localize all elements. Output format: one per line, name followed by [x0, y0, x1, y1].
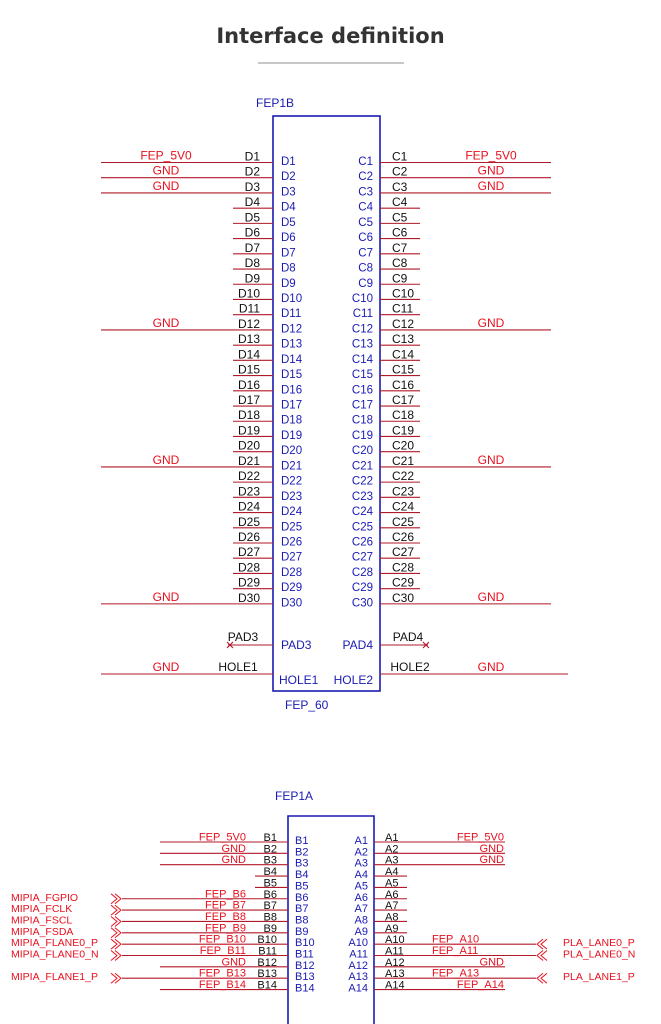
fep1a-pin-B9-number: B9	[263, 922, 277, 935]
fep1a-pin-B7-name: B7	[295, 903, 309, 916]
fep1a-pin-B9-name: B9	[295, 925, 309, 938]
fep1a-net-label-B3: GND	[221, 854, 246, 867]
fep1b-pin-C5-number: C5	[392, 210, 408, 225]
fep1b-net-label-C12: GND	[477, 315, 505, 330]
fep1b-hole1-name: HOLE1	[279, 673, 319, 687]
fep1b-pin-D20-name: D20	[281, 445, 303, 458]
fep1b-pin-C12-name: C12	[351, 323, 373, 336]
fep1a-pin-B10-name: B10	[295, 937, 315, 950]
fep1b-pad4-number: PAD4	[392, 630, 424, 644]
fep1a-port-arrow-B6	[111, 894, 121, 904]
fep1b-pin-D10-name: D10	[281, 292, 303, 305]
fep1a-net-label-B2: GND	[221, 842, 246, 855]
fep1a-net-label-A11: FEP_A11	[432, 945, 479, 957]
fep1b-pin-C17-name: C17	[351, 399, 373, 412]
fep1b-pin-D26-number: D26	[237, 530, 260, 544]
fep1b-pin-C23-number: C23	[392, 484, 415, 499]
connector-fep1a-schematic	[0, 770, 661, 1024]
fep1b-pin-C24-number: C24	[392, 499, 415, 514]
fep1b-pin-D21-number: D21	[237, 453, 260, 468]
fep1b-pin-D2-name: D2	[281, 171, 296, 184]
fep1b-pin-C25-name: C25	[351, 521, 373, 534]
fep1a-net-label-B8: FEP_B8	[205, 910, 246, 923]
fep1b-hole2-net-label: GND	[477, 660, 505, 674]
fep1b-pin-D8-number: D8	[244, 256, 260, 271]
fep1a-pin-B2-name: B2	[295, 846, 309, 859]
fep1a-pin-A8-name: A8	[354, 914, 368, 927]
fep1b-pin-D17-number: D17	[237, 393, 260, 408]
fep1b-pin-D13-name: D13	[281, 338, 303, 351]
fep1b-pin-D17-name: D17	[281, 399, 303, 412]
fep1b-pin-D7-name: D7	[281, 247, 296, 260]
fep1b-pin-C21-number: C21	[392, 453, 415, 468]
fep1b-pin-C9-number: C9	[392, 271, 408, 286]
fep1b-pin-D23-number: D23	[237, 484, 260, 499]
fep1a-pin-B12-name: B12	[295, 959, 315, 972]
fep1b-pin-C12-number: C12	[392, 316, 415, 331]
fep1b-pin-C3-name: C3	[358, 186, 373, 199]
fep1b-pin-D20-number: D20	[237, 438, 260, 453]
fep1a-port-arrow-B13	[111, 973, 121, 983]
fep1a-port-label-B8: MIPIA_FSCL	[11, 914, 73, 927]
fep1b-pin-C22-name: C22	[351, 475, 373, 488]
fep1b-pin-C30-number: C30	[392, 590, 415, 605]
fep1b-pin-C14-name: C14	[351, 353, 373, 366]
fep1b-net-label-C1: FEP_5V0	[465, 148, 517, 163]
fep1a-pin-A9-name: A9	[354, 925, 368, 938]
fep1a-port-label-B9: MIPIA_FSDA	[11, 925, 74, 938]
fep1b-hole2-number: HOLE2	[390, 660, 430, 674]
fep1b-pin-D1-number: D1	[244, 149, 260, 164]
fep1b-pin-D28-name: D28	[281, 566, 303, 579]
fep1b-pin-C23-name: C23	[351, 490, 373, 503]
fep1b-pin-C14-number: C14	[392, 347, 415, 362]
fep1b-pin-D27-name: D27	[281, 551, 303, 564]
fep1a-port-label-B13: MIPIA_FLANE1_P	[11, 971, 98, 984]
fep1b-pin-C27-number: C27	[392, 545, 415, 560]
fep1a-pin-B6-number: B6	[263, 888, 277, 901]
fep1a-pin-B2-number: B2	[263, 843, 277, 856]
fep1b-pin-D13-number: D13	[237, 332, 260, 347]
fep1b-pin-C13-number: C13	[392, 332, 415, 347]
fep1b-pin-D19-number: D19	[237, 423, 260, 438]
fep1b-pin-D5-number: D5	[244, 210, 260, 225]
fep1a-port-arrow-A11	[537, 951, 547, 961]
fep1a-pin-A5-name: A5	[354, 880, 368, 893]
fep1a-port-label-A11: PLA_LANE0_N	[563, 948, 636, 961]
fep1a-net-label-A12: GND	[479, 956, 504, 969]
fep1b-pin-C26-number: C26	[392, 530, 415, 544]
fep1b-pin-D4-name: D4	[281, 201, 296, 214]
fep1a-pin-A11-name: A11	[349, 948, 368, 961]
fep1b-pin-C3-number: C3	[392, 179, 408, 194]
fep1b-pin-D23-name: D23	[281, 490, 303, 503]
fep1b-pin-C8-number: C8	[392, 256, 408, 271]
fep1b-pin-C30-name: C30	[351, 597, 373, 610]
fep1b-pin-C18-name: C18	[351, 414, 373, 427]
fep1b-pin-D10-number: D10	[237, 286, 260, 301]
fep1a-port-arrow-B7	[111, 905, 121, 915]
fep1b-pin-D8-name: D8	[281, 262, 296, 275]
fep1a-pin-B8-number: B8	[263, 911, 277, 924]
fep1a-pin-A2-number: A2	[385, 843, 399, 856]
fep1a-pin-A3-number: A3	[385, 854, 399, 867]
fep1b-pin-C17-number: C17	[392, 393, 415, 408]
fep1b-pin-D24-number: D24	[237, 499, 260, 514]
fep1b-pin-D16-number: D16	[237, 377, 260, 392]
fep1b-net-label-D12: GND	[152, 315, 180, 330]
fep1b-pin-C10-name: C10	[351, 292, 373, 305]
fep1a-port-label-A13: PLA_LANE1_P	[563, 971, 635, 984]
fep1b-pin-D16-name: D16	[281, 384, 303, 397]
fep1b-net-label-C3: GND	[477, 178, 505, 193]
fep1a-net-label-B14: FEP_B14	[198, 979, 246, 992]
fep1a-net-label-A2: GND	[479, 842, 504, 855]
fep1a-pin-B7-number: B7	[263, 900, 277, 913]
fep1a-net-label-A1: FEP_5V0	[456, 831, 504, 844]
fep1b-pin-D3-name: D3	[281, 186, 296, 199]
fep1b-pin-D21-name: D21	[281, 460, 303, 473]
fep1b-pin-C7-number: C7	[392, 240, 408, 255]
fep1b-pin-C2-number: C2	[392, 164, 408, 179]
fep1a-pin-A14-number: A14	[385, 979, 405, 992]
fep1b-net-label-D3: GND	[152, 178, 180, 193]
fep1b-pin-D25-name: D25	[281, 521, 303, 534]
fep1b-pin-C5-name: C5	[358, 216, 373, 229]
fep1b-net-label-C30: GND	[477, 589, 505, 604]
fep1b-pin-C18-number: C18	[392, 408, 415, 423]
fep1a-pin-A2-name: A2	[354, 846, 368, 859]
fep1b-pin-C13-name: C13	[351, 338, 373, 351]
fep1b-pin-D11-number: D11	[238, 301, 260, 316]
fep1a-net-label-A3: GND	[479, 854, 504, 867]
fep1a-port-label-B10: MIPIA_FLANE0_P	[11, 937, 98, 950]
fep1b-pin-D15-number: D15	[237, 362, 260, 377]
fep1a-net-label-B7: FEP_B7	[205, 899, 246, 912]
fep1a-pin-A14-name: A14	[348, 982, 368, 995]
fep1b-pin-C10-number: C10	[392, 286, 415, 301]
fep1a-pin-B1-name: B1	[295, 835, 309, 847]
fep1b-pin-C16-number: C16	[392, 377, 415, 392]
fep1a-pin-B5-number: B5	[263, 877, 277, 890]
fep1b-pin-D9-number: D9	[244, 271, 260, 286]
fep1b-pad3-number: PAD3	[227, 630, 259, 644]
fep1a-pin-A6-number: A6	[385, 888, 399, 901]
fep1a-port-arrow-B9	[111, 928, 121, 938]
fep1b-pin-D3-number: D3	[244, 179, 260, 194]
fep1a-pin-A12-number: A12	[385, 956, 405, 969]
fep1a-pin-A10-number: A10	[385, 934, 405, 947]
fep1a-net-label-B12: GND	[221, 956, 246, 969]
fep1a-port-arrow-B10	[111, 939, 121, 949]
fep1b-pin-C29-name: C29	[351, 582, 373, 595]
fep1b-pin-D22-number: D22	[237, 469, 260, 484]
fep1b-pin-C29-number: C29	[392, 575, 415, 590]
fep1b-pin-C1-name: C1	[358, 156, 373, 168]
fep1b-pin-C9-name: C9	[358, 277, 373, 290]
fep1b-pin-D15-name: D15	[281, 369, 303, 382]
fep1b-pin-D19-name: D19	[281, 429, 303, 442]
fep1a-pin-B5-name: B5	[295, 880, 309, 893]
fep1a-pin-B4-number: B4	[263, 866, 277, 879]
fep1b-net-label-D30: GND	[152, 589, 180, 604]
fep1b-pin-C7-name: C7	[358, 247, 373, 260]
fep1a-pin-A9-number: A9	[385, 922, 399, 935]
fep1a-pin-B6-name: B6	[295, 891, 309, 904]
fep1b-pin-C15-name: C15	[351, 369, 373, 382]
fep1b-pin-D6-name: D6	[281, 232, 296, 245]
fep1a-port-label-B11: MIPIA_FLANE0_N	[11, 948, 99, 961]
fep1b-pin-D12-name: D12	[281, 323, 303, 336]
fep1b-net-label-D21: GND	[152, 452, 180, 467]
fep1b-value: FEP_60	[285, 698, 329, 712]
fep1a-pin-A7-name: A7	[354, 903, 368, 916]
fep1b-hole1-net-label: GND	[152, 660, 180, 674]
fep1a-pin-B1-number: B1	[263, 832, 277, 844]
fep1b-pin-D11-name: D11	[281, 308, 302, 321]
fep1b-pin-D30-number: D30	[237, 590, 260, 605]
fep1b-pin-C11-number: C11	[392, 301, 414, 316]
fep1b-pin-D12-number: D12	[237, 316, 260, 331]
fep1a-pin-A10-name: A10	[348, 937, 368, 950]
fep1b-pin-D4-number: D4	[244, 195, 260, 210]
fep1a-pin-B3-name: B3	[295, 857, 309, 870]
fep1b-pin-D18-number: D18	[237, 408, 260, 423]
fep1b-pin-D7-number: D7	[244, 240, 260, 255]
fep1a-pin-B10-number: B10	[257, 934, 277, 947]
fep1a-pin-B13-name: B13	[295, 971, 315, 984]
fep1a-pin-A4-name: A4	[354, 869, 368, 882]
fep1b-pin-C16-name: C16	[351, 384, 373, 397]
fep1b-pin-C2-name: C2	[358, 171, 373, 184]
fep1a-pin-A12-name: A12	[348, 959, 368, 972]
fep1a-pin-B8-name: B8	[295, 914, 309, 927]
fep1b-pin-C4-name: C4	[358, 201, 373, 214]
fep1b-pin-C28-name: C28	[351, 566, 373, 579]
fep1b-pin-C4-number: C4	[392, 195, 408, 210]
fep1b-pin-C27-name: C27	[351, 551, 373, 564]
fep1a-pin-A1-number: A1	[385, 832, 399, 844]
fep1b-pin-D27-number: D27	[237, 545, 260, 560]
fep1b-pin-C28-number: C28	[392, 560, 415, 575]
fep1b-pin-C19-name: C19	[351, 429, 373, 442]
fep1a-pin-A11-number: A11	[385, 945, 404, 958]
fep1b-pin-D18-name: D18	[281, 414, 303, 427]
fep1b-pin-D5-name: D5	[281, 216, 296, 229]
fep1a-pin-B13-number: B13	[257, 968, 277, 981]
fep1b-pin-C22-number: C22	[392, 469, 415, 484]
fep1a-pin-A5-number: A5	[385, 877, 399, 890]
fep1a-pin-B11-number: B11	[258, 945, 277, 958]
fep1a-port-arrow-A10	[537, 939, 547, 949]
page-title: Interface definition	[216, 24, 445, 48]
fep1b-pin-C20-name: C20	[351, 445, 373, 458]
fep1b-pin-D14-name: D14	[281, 353, 303, 366]
fep1a-net-label-B11: FEP_B11	[199, 945, 246, 957]
fep1a-pin-A6-name: A6	[354, 891, 368, 904]
fep1a-pin-B12-number: B12	[257, 956, 277, 969]
fep1a-net-label-A10: FEP_A10	[432, 933, 480, 946]
fep1a-net-label-B6: FEP_B6	[205, 888, 246, 901]
fep1b-pin-C21-name: C21	[351, 460, 373, 473]
fep1b-pin-C19-number: C19	[392, 423, 415, 438]
fep1b-pin-D24-name: D24	[281, 506, 303, 519]
fep1a-pin-A13-number: A13	[385, 968, 405, 981]
fep1b-pin-D22-name: D22	[281, 475, 303, 488]
fep1b-hole2-name: HOLE2	[333, 673, 373, 687]
fep1b-refdes: FEP1B	[256, 96, 295, 110]
fep1a-pin-A8-number: A8	[385, 911, 399, 924]
fep1b-net-label-C21: GND	[477, 452, 505, 467]
fep1b-pin-D9-name: D9	[281, 277, 296, 290]
fep1a-net-label-B1: FEP_5V0	[198, 831, 246, 844]
fep1a-port-label-A10: PLA_LANE0_P	[563, 937, 635, 950]
fep1b-net-label-D2: GND	[152, 163, 180, 178]
fep1a-net-label-B13: FEP_B13	[198, 967, 246, 980]
fep1b-pad4-name: PAD4	[342, 638, 373, 652]
fep1b-pin-D28-number: D28	[237, 560, 260, 575]
fep1a-pin-A1-name: A1	[354, 835, 368, 847]
fep1b-pin-C6-name: C6	[358, 232, 373, 245]
fep1b-pin-C11-name: C11	[352, 308, 373, 321]
fep1b-pin-D1-name: D1	[281, 156, 296, 168]
fep1b-pin-D29-name: D29	[281, 582, 303, 595]
fep1a-pin-B11-name: B11	[295, 948, 314, 961]
fep1b-pin-C1-number: C1	[392, 149, 408, 164]
fep1b-pin-C26-name: C26	[351, 536, 373, 549]
fep1b-pin-D6-number: D6	[244, 225, 260, 240]
fep1a-pin-A4-number: A4	[385, 866, 399, 879]
fep1b-pin-D29-number: D29	[237, 575, 260, 590]
fep1b-pin-D26-name: D26	[281, 536, 303, 549]
fep1b-hole1-number: HOLE1	[218, 660, 258, 674]
fep1b-pin-D2-number: D2	[244, 164, 260, 179]
fep1a-pin-B14-number: B14	[257, 979, 277, 992]
fep1b-pin-C15-number: C15	[392, 362, 415, 377]
fep1a-pin-B14-name: B14	[295, 982, 315, 995]
fep1a-pin-A3-name: A3	[354, 857, 368, 870]
fep1b-pin-D30-name: D30	[281, 597, 303, 610]
fep1a-refdes: FEP1A	[275, 789, 314, 803]
fep1b-net-label-C2: GND	[477, 163, 505, 178]
fep1a-port-arrow-B8	[111, 916, 121, 926]
fep1a-pin-B3-number: B3	[263, 854, 277, 867]
fep1b-pin-C8-name: C8	[358, 262, 373, 275]
fep1a-port-label-B6: MIPIA_FGPIO	[11, 891, 79, 904]
fep1b-net-label-D1: FEP_5V0	[140, 148, 192, 163]
fep1a-net-label-B9: FEP_B9	[205, 922, 246, 935]
fep1a-pin-A7-number: A7	[385, 900, 399, 913]
fep1a-pin-A13-name: A13	[348, 971, 368, 984]
fep1a-port-arrow-B11	[111, 951, 121, 961]
fep1b-pin-D14-number: D14	[237, 347, 260, 362]
fep1a-port-arrow-A13	[537, 973, 547, 983]
fep1a-net-label-A14: FEP_A14	[456, 979, 504, 992]
fep1b-pin-C24-name: C24	[351, 506, 373, 519]
fep1a-net-label-B10: FEP_B10	[198, 933, 246, 946]
fep1a-port-label-B7: MIPIA_FCLK	[11, 903, 73, 916]
fep1b-pin-C25-number: C25	[392, 514, 415, 529]
fep1b-pad3-name: PAD3	[281, 638, 312, 652]
fep1b-pin-C6-number: C6	[392, 225, 408, 240]
fep1a-pin-B4-name: B4	[295, 869, 309, 882]
fep1b-pin-D25-number: D25	[237, 514, 260, 529]
fep1a-net-label-A13: FEP_A13	[432, 967, 480, 980]
fep1b-pin-C20-number: C20	[392, 438, 415, 453]
